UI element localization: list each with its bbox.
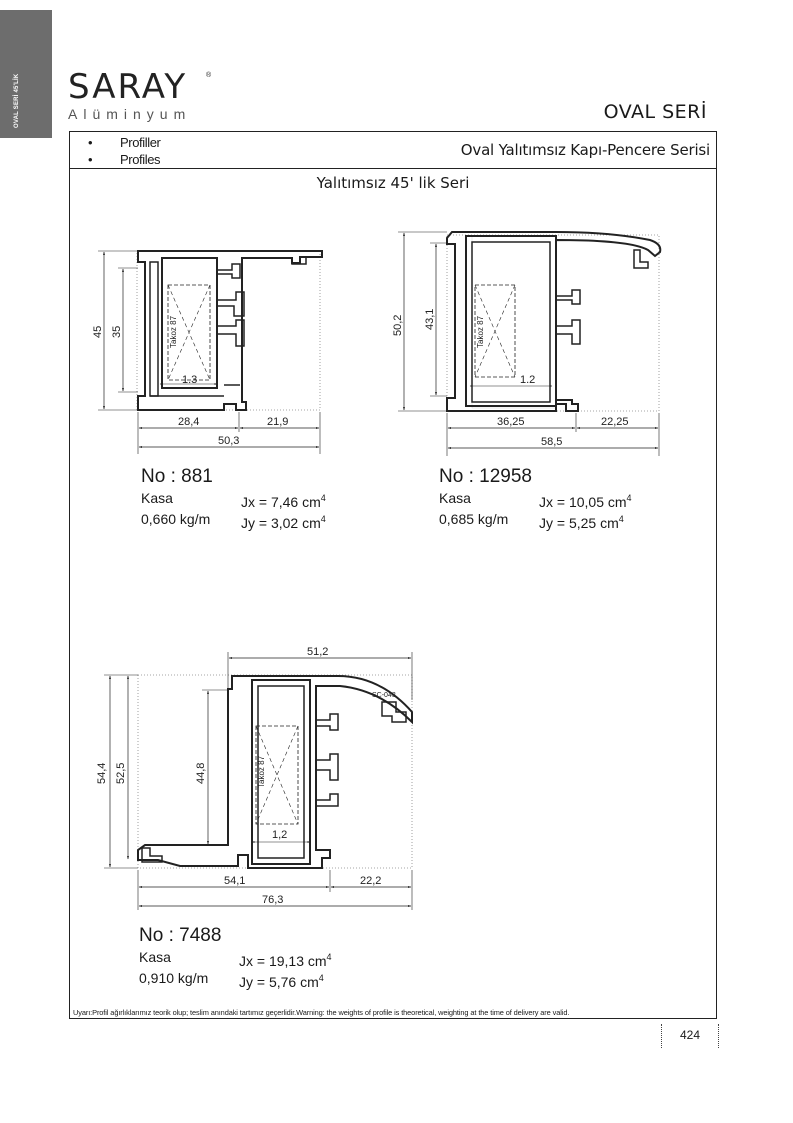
profile-number: No : 881	[141, 466, 213, 487]
profile-weight: 0,910 kg/m	[139, 970, 209, 986]
dim-w-left: 28,4	[178, 416, 200, 428]
profile-code-label: SC-043	[372, 692, 396, 699]
moment-jx: Jx = 19,13 $cm^4$	[239, 952, 332, 969]
dim-w-left: 36,25	[497, 416, 525, 428]
dim-w-total: 76,3	[262, 894, 284, 906]
dim-gap: 1,2	[272, 829, 288, 841]
moment-jx: Jx = 7,46 $cm^4$	[241, 493, 326, 510]
bullet-label: Profiles	[120, 152, 161, 167]
profile-type: Kasa	[141, 490, 173, 506]
bullet-label: Profiller	[120, 135, 161, 150]
moment-jy: Jy = 3,02 $cm^4$	[241, 514, 326, 531]
side-tab-label: OVAL SERİ 45'LİK	[14, 73, 20, 128]
profile-weight: 0,660 kg/m	[141, 511, 211, 527]
dim-h-inner: 43,1	[424, 308, 436, 330]
page-subtitle: Oval Yalıtımsız Kapı-Pencere Serisi	[460, 141, 710, 159]
profile-12958-drawing	[392, 232, 660, 456]
page-number: 424	[661, 1024, 719, 1048]
dim-gap: 1.3	[182, 374, 198, 386]
profile-7488-drawing	[96, 646, 412, 910]
dim-w-right: 22,2	[360, 875, 382, 887]
dim-h-outer: 54,4	[96, 762, 108, 784]
dim-w-right: 22,25	[601, 416, 629, 428]
profile-type: Kasa	[439, 490, 471, 506]
takoz-label: Takoz 87	[169, 315, 178, 348]
profile-12958-info	[439, 468, 632, 532]
profile-weight: 0,685 kg/m	[439, 511, 509, 527]
brand-registered-mark: ®	[206, 72, 212, 79]
brand-name: SARAY	[68, 67, 188, 107]
profile-881-drawing	[92, 251, 322, 454]
moment-jx: Jx = 10,05 $cm^4$	[539, 493, 632, 510]
weight-warning: Uyarı:Profil ağırlıklarımız teorik olup; teslim anındaki tartımız geçerlidir.Warning: the weights of profile is theoretical, weighting at the time of delivery are valid.	[73, 1008, 570, 1017]
takoz-label: Takoz 87	[476, 315, 485, 348]
dim-w-left: 54,1	[224, 875, 246, 887]
section-title: Yalıtımsız 45' lik Seri	[316, 174, 470, 192]
dim-h-inner: 35	[111, 325, 123, 338]
dim-w-right: 21,9	[267, 416, 289, 428]
profile-number: No : 12958	[439, 466, 532, 487]
dim-w-total: 50,3	[218, 435, 240, 447]
dim-gap: 1.2	[520, 374, 536, 386]
dim-h-mid: 44,8	[195, 762, 207, 784]
dim-h-outer: 45	[92, 325, 104, 338]
dim-w-top: 51,2	[307, 646, 329, 658]
series-title: OVAL SERİ	[603, 101, 707, 123]
dim-h-inner: 52,5	[115, 762, 127, 784]
moment-jy: Jy = 5,25 $cm^4$	[539, 514, 624, 531]
brand-subtitle: Alüminyum	[68, 106, 192, 122]
moment-jy: Jy = 5,76 $cm^4$	[239, 973, 324, 990]
profile-number: No : 7488	[139, 925, 222, 946]
takoz-label: Takoz 87	[257, 755, 266, 788]
profile-881-info	[141, 468, 326, 532]
profile-type: Kasa	[139, 949, 171, 965]
profile-7488-info	[139, 927, 332, 991]
profile-881-outline	[138, 251, 322, 410]
dim-h-outer: 50,2	[392, 314, 404, 336]
dim-w-total: 58,5	[541, 436, 563, 448]
